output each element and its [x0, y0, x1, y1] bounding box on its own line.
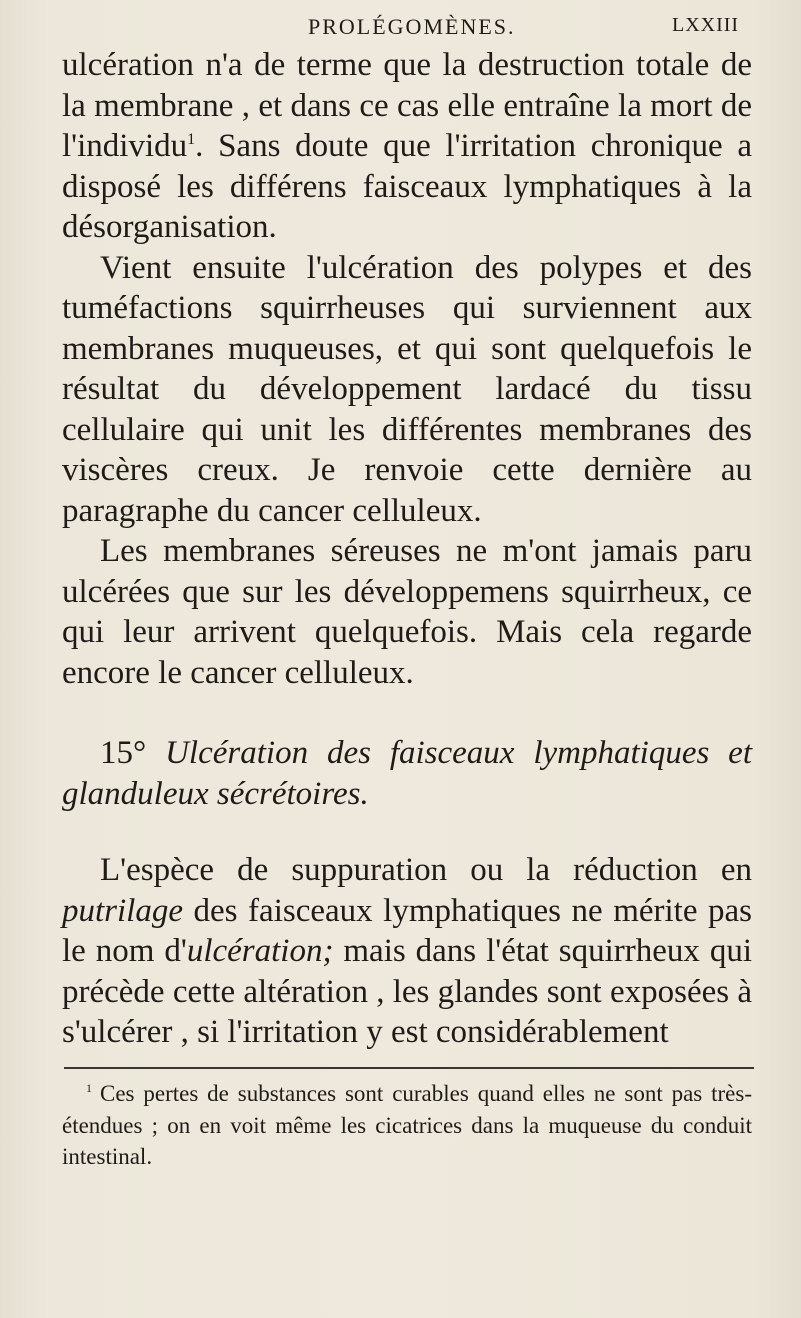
footnote-reference: 1	[187, 131, 196, 148]
paragraph-text: L'espèce de suppuration ou la réduction en	[100, 852, 752, 888]
emphasis-text: putrilage	[62, 892, 183, 929]
paragraph	[62, 850, 752, 1053]
footnote	[62, 1078, 752, 1173]
paragraph-text: des faisceaux lymphatiques ne mérite pas le nom d'	[62, 892, 752, 969]
paragraph: Les membranes séreuses ne m'ont jamais paru ulcérées que sur les développemens squirrheux, ce qui leur arrivent quelquefois. Mais cela regarde encore le cancer celluleux.	[62, 533, 752, 691]
section-number: 15°	[100, 735, 147, 771]
paragraph-text: ulcération n'a de terme que la destruction totale de la membrane , et dans ce cas elle entraîne la mort de l'individu	[62, 47, 752, 164]
running-head: PROLÉGOMÈNES.	[308, 14, 516, 39]
footnote-text: Ces pertes de substances sont curables quand elles ne sont pas très-étendues ; on en voit même les cicatrices dans la muqueuse du conduit intestinal.	[62, 1081, 752, 1169]
paragraph: Vient ensuite l'ulcération des polypes et des tuméfactions squirrheuses qui surviennent aux membranes muqueuses, et qui sont quelquefois le résultat du développement lardacé du tissu cellulaire qui unit les différentes membranes des viscères creux. Je renvoie cette dernière au paragraphe du cancer celluleux.	[62, 249, 752, 529]
page-header	[60, 6, 760, 42]
paragraph-text: . Sans doute que l'irritation chronique a disposé les différens faisceaux lymphatiques à la désorganisation.	[62, 128, 752, 245]
emphasis-text: ulcération;	[186, 933, 334, 969]
section-heading	[62, 733, 752, 814]
paragraph-text: mais dans l'état squirrheux qui précède cette altération , les glandes sont exposées à s'ulcérer , si l'irritation y est considérablement	[62, 933, 752, 1050]
paragraph-continuation	[62, 45, 752, 248]
footnote-divider	[64, 1067, 754, 1069]
section-title: Ulcération des faisceaux lymphatiques et glanduleux sécrétoires.	[62, 735, 753, 812]
page-number: LXXIII	[672, 14, 740, 36]
main-text	[62, 45, 752, 1053]
footnote-mark: 1	[86, 1081, 92, 1096]
